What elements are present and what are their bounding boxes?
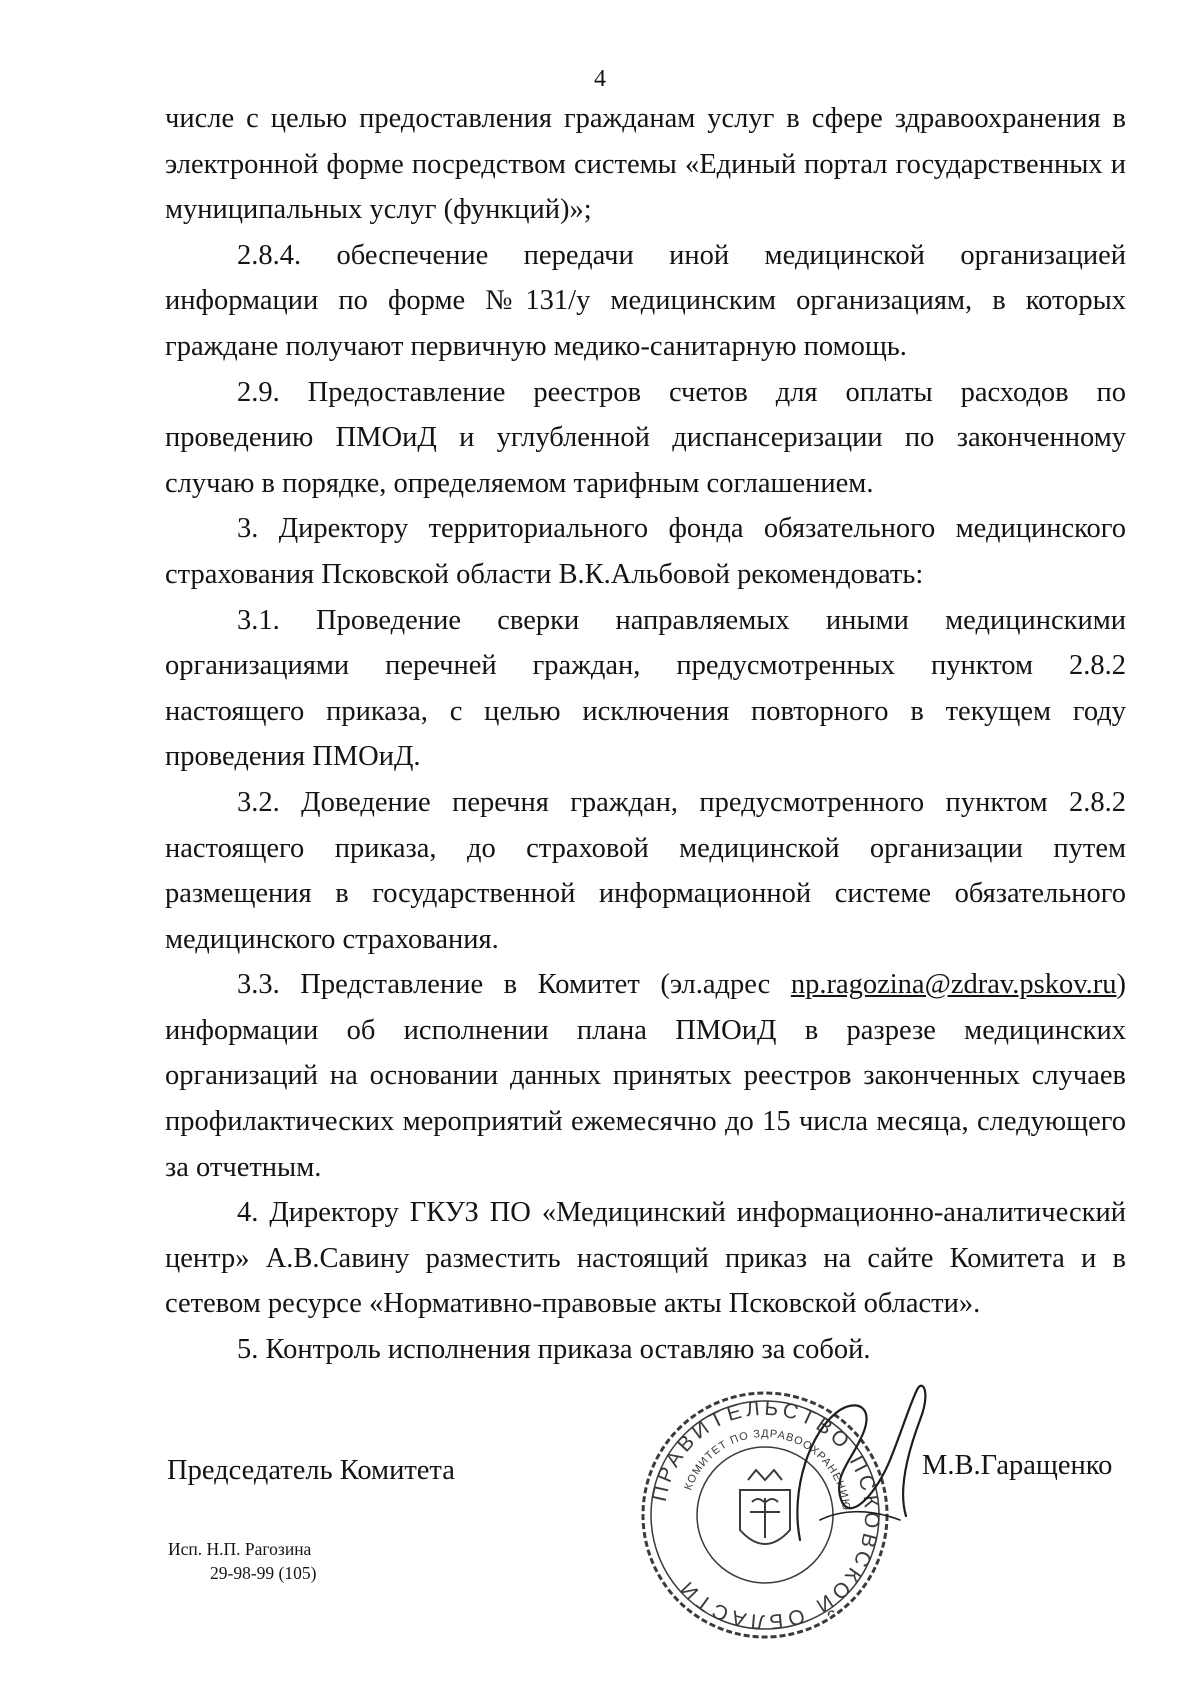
- paragraph-3-2: 3.2. Доведение перечня граждан, предусмотренного пунктом 2.8.2 настоящего приказа, до страховой медицинской организации путем размещения в государственной информационной системе обязательного медицинского страхования.: [165, 786, 1126, 955]
- paragraph-2-9: 2.9. Предоставление реестров счетов для оплаты расходов по проведению ПМОиД и углубленной диспансеризации по законченному случаю в порядке, определяемом тарифным соглашением.: [165, 376, 1126, 499]
- executor-name: Исп. Н.П. Рагозина: [168, 1539, 312, 1559]
- paragraph-5: 5. Контроль исполнения приказа оставляю за собой.: [237, 1334, 871, 1366]
- paragraph-continuation: числе с целью предоставления гражданам услуг в сфере здравоохранения в электронной форме посредством системы «Единый портал государственных и муниципальных услуг (функций)»;: [165, 103, 1126, 226]
- paragraph-2-8-4: 2.8.4. обеспечение передачи иной медицинской организацией информации по форме №131/у медицинским организациям, в которых граждане получают первичную медико-санитарную помощь.: [165, 239, 1126, 362]
- paragraph-3-3-lead: 3.3. Представление в Комитет (эл.адрес: [237, 969, 791, 1001]
- stamp-inner-text: КОМИТЕТ ПО ЗДРАВООХРАНЕНИЮ: [682, 1427, 853, 1512]
- document-body: [165, 96, 1126, 1373]
- paragraph-3-3: [165, 962, 1126, 1190]
- signatory-title: Председатель Комитета: [167, 1455, 455, 1486]
- email-address: np.ragozina@zdrav.pskov.ru: [790, 969, 1117, 1001]
- page-number: 4: [594, 66, 606, 92]
- paragraph-3-1: 3.1. Проведение сверки направляемых иными медицинскими организациями перечней граждан, предусмотренных пунктом 2.8.2 настоящего приказа, с целью исключения повторного в текущем году проведения ПМОиД.: [165, 604, 1126, 773]
- executor-block: [168, 1537, 316, 1585]
- paragraph-3: 3. Директору территориального фонда обязательного медицинского страхования Псковской области В.К.Альбовой рекомендовать:: [165, 513, 1126, 590]
- paragraph-4: 4. Директору ГКУЗ ПО «Медицинский информационно-аналитический центр» А.В.Савину разместить настоящий приказ на сайте Комитета и в сетевом ресурсе «Нормативно-правовые акты Псковской области».: [165, 1197, 1126, 1320]
- executor-phone: 29-98-99 (105): [210, 1563, 317, 1583]
- paragraph-3-3-rest: ) информации об исполнении плана ПМОиД в разрезе медицинских организаций на основании данных принятых реестров законченных случаев профилактических мероприятий ежемесячно до 15 числа месяца, следующего за отчетным.: [165, 969, 1126, 1183]
- stamp-outer-text: ПРАВИТЕЛЬСТВО ПСКОВСКОЙ ОБЛАСТИ: [647, 1396, 884, 1634]
- signatory-name: М.В.Гаращенко: [922, 1450, 1113, 1481]
- handwritten-signature: [780, 1370, 940, 1560]
